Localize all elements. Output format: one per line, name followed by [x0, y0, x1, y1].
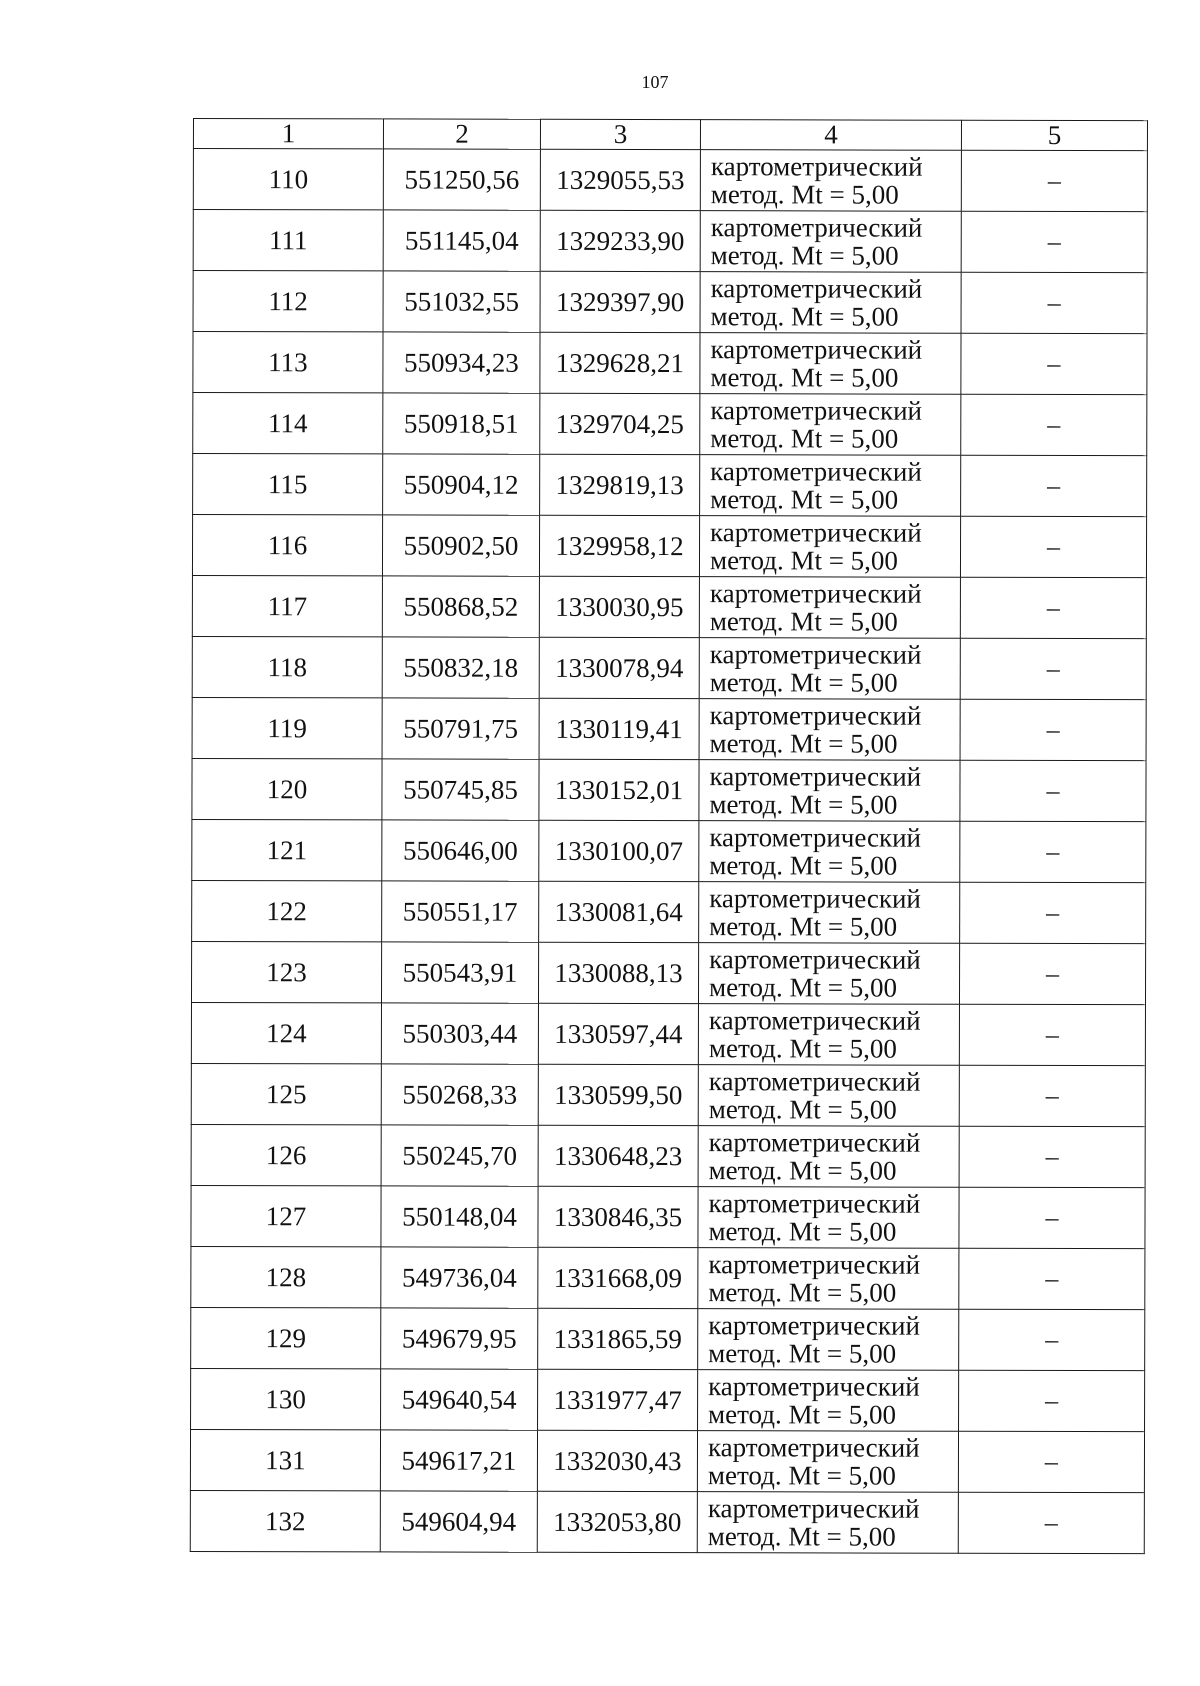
note-cell: – — [960, 821, 1146, 882]
point-number-cell: 117 — [192, 575, 382, 636]
header-col-3: 3 — [540, 119, 700, 149]
method-accuracy: метод. Mt = 5,00 — [709, 545, 899, 576]
method-accuracy: метод. Mt = 5,00 — [710, 301, 899, 332]
point-number-cell: 124 — [191, 1002, 381, 1063]
x-coordinate-cell: 550745,85 — [382, 759, 539, 820]
table-row — [191, 941, 1145, 1004]
method-cell — [698, 943, 959, 1005]
x-coordinate-cell: 550918,51 — [383, 393, 540, 454]
y-coordinate-cell: 1331668,09 — [538, 1247, 698, 1308]
method-cell — [700, 394, 961, 456]
x-coordinate-cell: 550303,44 — [381, 1003, 538, 1064]
point-number-cell: 114 — [193, 393, 383, 454]
method-cell — [698, 1370, 959, 1432]
x-coordinate-cell: 550543,91 — [381, 942, 538, 1003]
method-accuracy: метод. Mt = 5,00 — [709, 911, 898, 942]
method-name: картометрический — [710, 273, 923, 304]
point-number-cell: 131 — [190, 1429, 380, 1490]
method-accuracy: метод. Mt = 5,00 — [708, 1094, 897, 1125]
method-name: картометрический — [708, 1188, 921, 1219]
method-name: картометрический — [709, 822, 922, 853]
method-cell — [698, 1065, 959, 1127]
method-name: картометрический — [710, 334, 923, 365]
method-name: картометрический — [709, 578, 922, 609]
page-number: 107 — [641, 72, 669, 92]
y-coordinate-cell: 1330846,35 — [538, 1186, 698, 1247]
method-name: картометрический — [708, 1127, 921, 1158]
point-number-cell: 132 — [190, 1490, 380, 1551]
method-cell — [697, 1431, 958, 1493]
y-coordinate-cell: 1332053,80 — [537, 1491, 697, 1552]
method-cell — [699, 638, 960, 700]
point-number-cell: 121 — [192, 819, 382, 880]
y-coordinate-cell: 1329958,12 — [539, 515, 699, 576]
method-name: картометрический — [708, 1005, 921, 1036]
y-coordinate-cell: 1330078,94 — [539, 637, 699, 698]
x-coordinate-cell: 551032,55 — [383, 271, 540, 332]
method-name: картометрический — [709, 700, 922, 731]
x-coordinate-cell: 551145,04 — [383, 210, 540, 271]
table-row — [192, 758, 1146, 821]
method-cell — [699, 699, 960, 761]
x-coordinate-cell: 549604,94 — [380, 1491, 537, 1552]
y-coordinate-cell: 1330597,44 — [538, 1003, 698, 1064]
method-accuracy: метод. Mt = 5,00 — [708, 972, 898, 1003]
table-row — [192, 636, 1146, 699]
y-coordinate-cell: 1330100,07 — [539, 820, 699, 881]
note-cell: – — [958, 1431, 1144, 1492]
point-number-cell: 119 — [192, 697, 382, 758]
method-accuracy: метод. Mt = 5,00 — [707, 1521, 896, 1552]
y-coordinate-cell: 1330648,23 — [538, 1125, 698, 1186]
point-number-cell: 126 — [191, 1124, 381, 1185]
table-row — [192, 515, 1146, 578]
method-cell — [700, 272, 961, 334]
y-coordinate-cell: 1329397,90 — [540, 271, 700, 332]
point-number-cell: 110 — [193, 149, 383, 210]
point-number-cell: 120 — [192, 758, 382, 819]
note-cell: – — [959, 1248, 1145, 1309]
x-coordinate-cell: 550868,52 — [382, 576, 539, 637]
table-row — [191, 1002, 1145, 1065]
point-number-cell: 129 — [191, 1307, 381, 1368]
note-cell: – — [959, 1126, 1145, 1187]
method-accuracy: метод. Mt = 5,00 — [708, 1277, 897, 1308]
method-accuracy: метод. Mt = 5,00 — [710, 240, 899, 271]
y-coordinate-cell: 1330088,13 — [538, 942, 698, 1003]
method-accuracy: метод. Mt = 5,00 — [710, 484, 899, 515]
note-cell: – — [961, 150, 1147, 211]
point-number-cell: 123 — [191, 941, 381, 1002]
point-number-cell: 130 — [191, 1368, 381, 1429]
note-cell: – — [960, 760, 1146, 821]
method-name: картометрический — [707, 1493, 920, 1524]
table-row — [191, 1246, 1145, 1309]
method-cell — [700, 455, 961, 517]
header-col-5: 5 — [961, 120, 1147, 150]
note-cell: – — [961, 272, 1147, 333]
method-name: картометрический — [708, 1249, 921, 1280]
note-cell: – — [960, 699, 1146, 760]
method-cell — [698, 1004, 959, 1066]
table-row — [193, 210, 1147, 273]
method-cell — [700, 333, 961, 395]
x-coordinate-cell: 550934,23 — [383, 332, 540, 393]
y-coordinate-cell: 1330030,95 — [539, 576, 699, 637]
method-cell — [698, 1309, 959, 1371]
x-coordinate-cell: 549617,21 — [380, 1430, 537, 1491]
point-number-cell: 111 — [193, 210, 383, 271]
table-body — [190, 149, 1147, 1554]
x-coordinate-cell: 550646,00 — [382, 820, 539, 881]
note-cell: – — [961, 394, 1147, 455]
method-accuracy: метод. Mt = 5,00 — [709, 728, 898, 759]
table-row — [192, 575, 1146, 638]
point-number-cell: 113 — [193, 332, 383, 393]
note-cell: – — [959, 1065, 1145, 1126]
x-coordinate-cell: 550832,18 — [382, 637, 539, 698]
method-cell — [699, 577, 960, 639]
note-cell: – — [959, 1309, 1145, 1370]
table-row — [191, 1063, 1145, 1126]
method-accuracy: метод. Mt = 5,00 — [708, 1033, 897, 1064]
table-row — [193, 454, 1147, 517]
method-name: картометрический — [708, 1066, 921, 1097]
x-coordinate-cell: 550245,70 — [381, 1125, 538, 1186]
method-cell — [700, 150, 961, 212]
table-row — [193, 332, 1147, 395]
header-row — [193, 119, 1147, 151]
method-name: картометрический — [708, 1371, 920, 1402]
method-cell — [699, 760, 960, 822]
note-cell: – — [958, 1492, 1144, 1553]
header-col-2: 2 — [383, 119, 540, 149]
coordinates-table — [190, 118, 1148, 1554]
method-cell — [698, 1126, 959, 1188]
method-name: картометрический — [709, 944, 921, 975]
method-name: картометрический — [710, 517, 922, 548]
y-coordinate-cell: 1331977,47 — [538, 1369, 698, 1430]
method-name: картометрический — [710, 212, 923, 243]
method-accuracy: метод. Mt = 5,00 — [707, 1460, 896, 1491]
x-coordinate-cell: 550148,04 — [381, 1186, 538, 1247]
note-cell: – — [961, 333, 1147, 394]
method-cell — [699, 821, 960, 883]
note-cell: – — [960, 882, 1146, 943]
table-row — [191, 1124, 1145, 1187]
note-cell: – — [961, 455, 1147, 516]
y-coordinate-cell: 1329233,90 — [540, 210, 700, 271]
note-cell: – — [961, 211, 1147, 272]
method-cell — [700, 211, 961, 273]
point-number-cell: 118 — [192, 636, 382, 697]
method-name: картометрический — [710, 151, 923, 182]
method-accuracy: метод. Mt = 5,00 — [710, 179, 899, 210]
point-number-cell: 127 — [191, 1185, 381, 1246]
x-coordinate-cell: 551250,56 — [383, 149, 540, 210]
method-cell — [698, 1187, 959, 1249]
header-col-1: 1 — [193, 119, 383, 149]
x-coordinate-cell: 550268,33 — [381, 1064, 538, 1125]
y-coordinate-cell: 1332030,43 — [537, 1430, 697, 1491]
method-cell — [699, 516, 960, 578]
method-accuracy: метод. Mt = 5,00 — [708, 1216, 897, 1247]
method-name: картометрический — [708, 1310, 920, 1341]
table-row — [192, 697, 1146, 760]
method-accuracy: метод. Mt = 5,00 — [709, 789, 898, 820]
method-accuracy: метод. Mt = 5,00 — [708, 1399, 897, 1430]
note-cell: – — [959, 1370, 1145, 1431]
x-coordinate-cell: 549640,54 — [381, 1369, 538, 1430]
table-row — [192, 880, 1146, 943]
y-coordinate-cell: 1330152,01 — [539, 759, 699, 820]
note-cell: – — [959, 1187, 1145, 1248]
method-accuracy: метод. Mt = 5,00 — [709, 606, 898, 637]
y-coordinate-cell: 1329704,25 — [540, 393, 700, 454]
x-coordinate-cell: 550551,17 — [382, 881, 539, 942]
point-number-cell: 122 — [192, 880, 382, 941]
table-header — [193, 119, 1147, 151]
table-row — [190, 1429, 1144, 1492]
point-number-cell: 125 — [191, 1063, 381, 1124]
y-coordinate-cell: 1330081,64 — [539, 881, 699, 942]
method-accuracy: метод. Mt = 5,00 — [710, 362, 899, 393]
table-row — [191, 1368, 1145, 1431]
note-cell: – — [960, 577, 1146, 638]
method-accuracy: метод. Mt = 5,00 — [708, 1338, 897, 1369]
method-name: картометрический — [709, 761, 922, 792]
point-number-cell: 112 — [193, 271, 383, 332]
method-accuracy: метод. Mt = 5,00 — [709, 850, 898, 881]
table-row — [190, 1490, 1144, 1553]
table-row — [192, 819, 1146, 882]
table-row — [193, 271, 1147, 334]
method-name: картометрический — [710, 456, 922, 487]
note-cell: – — [960, 516, 1146, 577]
y-coordinate-cell: 1329628,21 — [540, 332, 700, 393]
point-number-cell: 128 — [191, 1246, 381, 1307]
method-cell — [699, 882, 960, 944]
point-number-cell: 115 — [193, 454, 383, 515]
note-cell: – — [960, 638, 1146, 699]
x-coordinate-cell: 550791,75 — [382, 698, 539, 759]
method-accuracy: метод. Mt = 5,00 — [710, 423, 899, 454]
point-number-cell: 116 — [192, 515, 382, 576]
method-accuracy: метод. Mt = 5,00 — [709, 667, 898, 698]
note-cell: – — [959, 1004, 1145, 1065]
method-name: картометрический — [709, 639, 922, 670]
x-coordinate-cell: 550904,12 — [383, 454, 540, 515]
method-cell — [697, 1492, 958, 1554]
y-coordinate-cell: 1329819,13 — [540, 454, 700, 515]
x-coordinate-cell: 549736,04 — [381, 1247, 538, 1308]
method-name: картометрический — [710, 395, 923, 426]
x-coordinate-cell: 550902,50 — [382, 515, 539, 576]
x-coordinate-cell: 549679,95 — [381, 1308, 538, 1369]
note-cell: – — [959, 943, 1145, 1004]
method-accuracy: метод. Mt = 5,00 — [708, 1155, 897, 1186]
table-row — [191, 1307, 1145, 1370]
header-col-4: 4 — [700, 120, 961, 151]
table-row — [191, 1185, 1145, 1248]
y-coordinate-cell: 1330119,41 — [539, 698, 699, 759]
y-coordinate-cell: 1329055,53 — [540, 149, 700, 210]
method-name: картометрический — [707, 1432, 920, 1463]
y-coordinate-cell: 1331865,59 — [538, 1308, 698, 1369]
y-coordinate-cell: 1330599,50 — [538, 1064, 698, 1125]
method-name: картометрический — [709, 883, 921, 914]
table-row — [193, 393, 1147, 456]
method-cell — [698, 1248, 959, 1310]
table-row — [193, 149, 1147, 212]
